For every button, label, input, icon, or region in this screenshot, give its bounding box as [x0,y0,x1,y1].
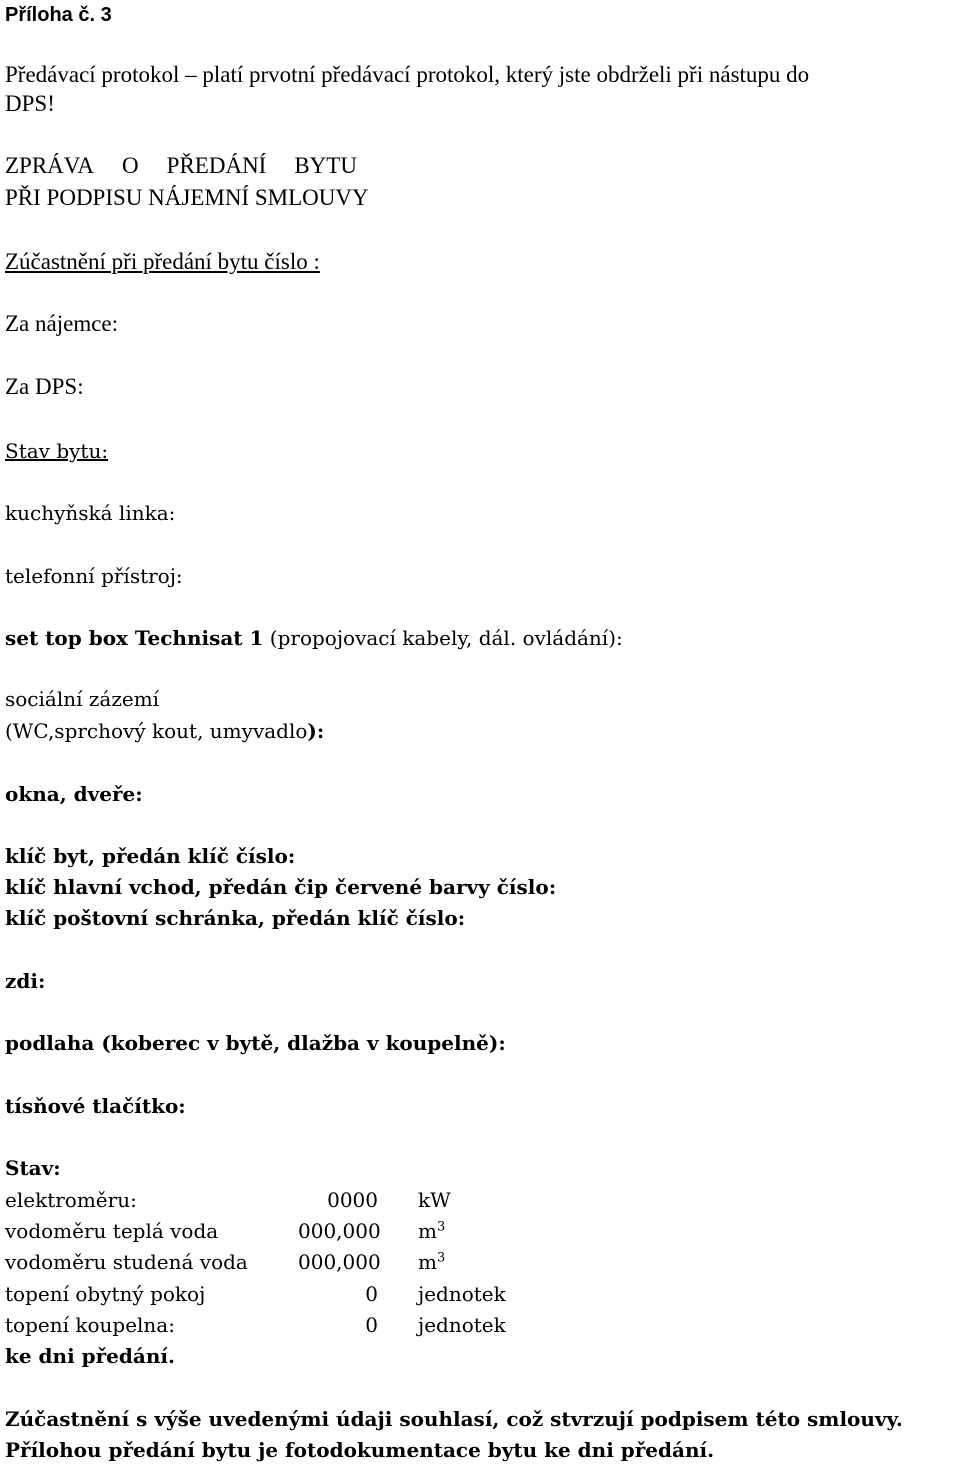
key-flat-label: klíč byt, předán klíč číslo: [5,844,296,868]
meter-label: topení obytný pokoj [5,1282,206,1306]
meter-unit-text: jednotek [418,1282,506,1306]
meter-unit-sup: 3 [436,1250,446,1266]
meter-label: elektroměru: [5,1188,137,1212]
report-subtitle: PŘI PODPISU NÁJEMNÍ SMLOUVY [5,185,369,210]
meter-value: 0000 [327,1188,378,1212]
meter-unit [418,1218,445,1244]
floor-label: podlaha (koberec v bytě, dlažba v koupelně): [5,1031,506,1055]
intro-line-2: DPS! [5,91,55,116]
meter-unit [418,1187,451,1213]
meter-value: 0 [365,1313,378,1337]
settop-box-details: (propojovací kabely, dál. ovládání): [263,626,623,650]
meter-unit-text: kW [418,1188,451,1212]
meter-unit-text: m [418,1219,437,1243]
windows-doors-label: okna, dveře: [5,782,143,806]
settop-box-name: set top box Technisat 1 [5,626,264,650]
handover-date-note: ke dni předání. [5,1344,175,1368]
condition-label: Stav bytu: [5,439,109,463]
report-title-word: O [122,153,139,178]
meter-row [0,1312,960,1338]
report-title-word: ZPRÁVA [5,153,95,178]
meter-unit [418,1281,506,1307]
report-title-word: PŘEDÁNÍ [166,153,267,178]
footer-line-1: Zúčastnění s výše uvedenými údaji souhlasí, což stvrzují podpisem této smlouvy. [5,1407,903,1431]
meter-label: vodoměru studená voda [5,1250,248,1274]
key-main-entrance-label: klíč hlavní vchod, předán čip červené barvy číslo: [5,875,557,899]
meter-value: 000,000 [298,1250,381,1274]
report-title-word: BYTU [294,153,357,178]
meter-value: 0 [365,1282,378,1306]
sanitary-details [5,718,324,744]
meter-unit-text: jednotek [418,1313,506,1337]
document-heading: Příloha č. 3 [5,4,112,26]
phone-label: telefonní přístroj: [5,564,183,588]
participants-label: Zúčastnění při předání bytu číslo : [5,249,320,274]
tenant-label: Za nájemce: [5,311,119,336]
walls-label: zdi: [5,969,46,993]
kitchen-label: kuchyňská linka: [5,501,176,525]
settop-box-label [5,625,623,651]
meter-unit-sup: 3 [436,1219,446,1235]
meter-label: topení koupelna: [5,1313,175,1337]
meter-row [0,1281,960,1307]
intro-line-1: Předávací protokol – platí prvotní předávací protokol, který jste obdrželi při nástupu do [5,62,810,87]
meter-unit-text: m [418,1250,437,1274]
emergency-button-label: tísňové tlačítko: [5,1094,186,1118]
meters-label: Stav: [5,1156,61,1180]
sanitary-details-close: ): [307,719,325,743]
meter-unit [418,1312,506,1338]
dps-label: Za DPS: [5,374,84,399]
meter-row [0,1249,960,1275]
report-title [5,153,357,179]
meter-label: vodoměru teplá voda [5,1219,219,1243]
sanitary-label: sociální zázemí [5,687,160,711]
sanitary-details-text: (WC,sprchový kout, umyvadlo [5,719,308,743]
meter-unit [418,1249,445,1275]
meter-row [0,1218,960,1244]
meter-value: 000,000 [298,1219,381,1243]
meter-row [0,1187,960,1213]
key-mailbox-label: klíč poštovní schránka, předán klíč číslo: [5,906,466,930]
footer-line-2: Přílohou předání bytu je fotodokumentace bytu ke dni předání. [5,1438,715,1462]
